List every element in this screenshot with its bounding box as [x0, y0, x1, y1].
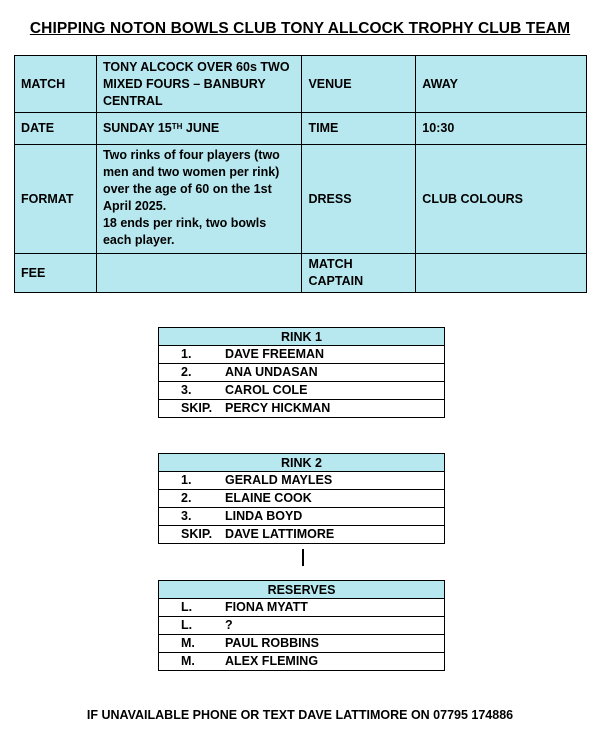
position: SKIP.: [181, 401, 213, 415]
fee-value: [96, 254, 302, 293]
date-row: [15, 113, 587, 145]
player-name: ?: [225, 618, 233, 632]
table-row: [159, 617, 445, 635]
table-row: [159, 635, 445, 653]
position: M.: [181, 636, 195, 650]
player-name: PERCY HICKMAN: [225, 401, 331, 415]
position: M.: [181, 654, 195, 668]
position: L.: [181, 618, 193, 632]
date-suffix: TH: [171, 122, 183, 131]
player-name: ANA UNDASAN: [225, 365, 318, 379]
dress-label: DRESS: [302, 145, 416, 254]
match-row: [15, 56, 587, 113]
format-line-2: 18 ends per rink, two bowls each player.: [102, 216, 267, 247]
player-name: GERALD MAYLES: [225, 473, 333, 487]
time-value: 10:30: [416, 113, 587, 145]
venue-value: AWAY: [416, 56, 587, 113]
text-cursor: [302, 549, 304, 566]
player-name: ELAINE COOK: [225, 491, 312, 505]
rink-1-heading: RINK 1: [159, 328, 445, 346]
table-row: [159, 346, 445, 364]
position: 2.: [181, 365, 192, 379]
reserves-heading: RESERVES: [159, 581, 445, 599]
format-line-1: Two rinks of four players (two men and two women per rink) over the age of 60 on the 1st April 2025.: [102, 148, 280, 213]
position: L.: [181, 600, 193, 614]
captain-value: [416, 254, 587, 293]
table-row: [159, 653, 445, 671]
player-name: LINDA BOYD: [225, 509, 303, 523]
position: 1.: [181, 473, 192, 487]
contact-footer: IF UNAVAILABLE PHONE OR TEXT DAVE LATTIMORE ON 07795 174886: [86, 708, 514, 722]
date-value: [96, 113, 302, 145]
position: 3.: [181, 383, 192, 397]
rink-1-table: [158, 327, 445, 418]
table-row: [159, 490, 445, 508]
match-info-table: [14, 55, 587, 293]
player-name: CAROL COLE: [225, 383, 308, 397]
time-label: TIME: [302, 113, 416, 145]
player-name: PAUL ROBBINS: [225, 636, 319, 650]
table-row: [159, 400, 445, 418]
date-day: SUNDAY 15: [102, 121, 172, 135]
position: 1.: [181, 347, 192, 361]
captain-label: MATCH CAPTAIN: [302, 254, 416, 293]
table-row: [159, 472, 445, 490]
page-title: CHIPPING NOTON BOWLS CLUB TONY ALLCOCK TROPHY CLUB TEAM: [29, 20, 571, 37]
format-value: [96, 145, 302, 254]
match-value: TONY ALCOCK OVER 60s TWO MIXED FOURS – BANBURY CENTRAL: [96, 56, 302, 113]
rink-2-table: [158, 453, 445, 544]
position: SKIP.: [181, 527, 213, 541]
fee-row: [15, 254, 587, 293]
match-label: MATCH: [15, 56, 97, 113]
table-row: [159, 508, 445, 526]
date-label: DATE: [15, 113, 97, 145]
table-row: [159, 382, 445, 400]
format-row: [15, 145, 587, 254]
dress-value: CLUB COLOURS: [416, 145, 587, 254]
date-month: JUNE: [182, 121, 220, 135]
player-name: FIONA MYATT: [225, 600, 308, 614]
fee-label: FEE: [15, 254, 97, 293]
player-name: DAVE LATTIMORE: [225, 527, 335, 541]
rink-2-heading: RINK 2: [159, 454, 445, 472]
table-row: [159, 364, 445, 382]
table-row: [159, 526, 445, 544]
format-label: FORMAT: [15, 145, 97, 254]
reserves-table: [158, 580, 445, 671]
venue-label: VENUE: [302, 56, 416, 113]
position: 3.: [181, 509, 192, 523]
table-row: [159, 599, 445, 617]
player-name: ALEX FLEMING: [225, 654, 319, 668]
position: 2.: [181, 491, 192, 505]
player-name: DAVE FREEMAN: [225, 347, 325, 361]
